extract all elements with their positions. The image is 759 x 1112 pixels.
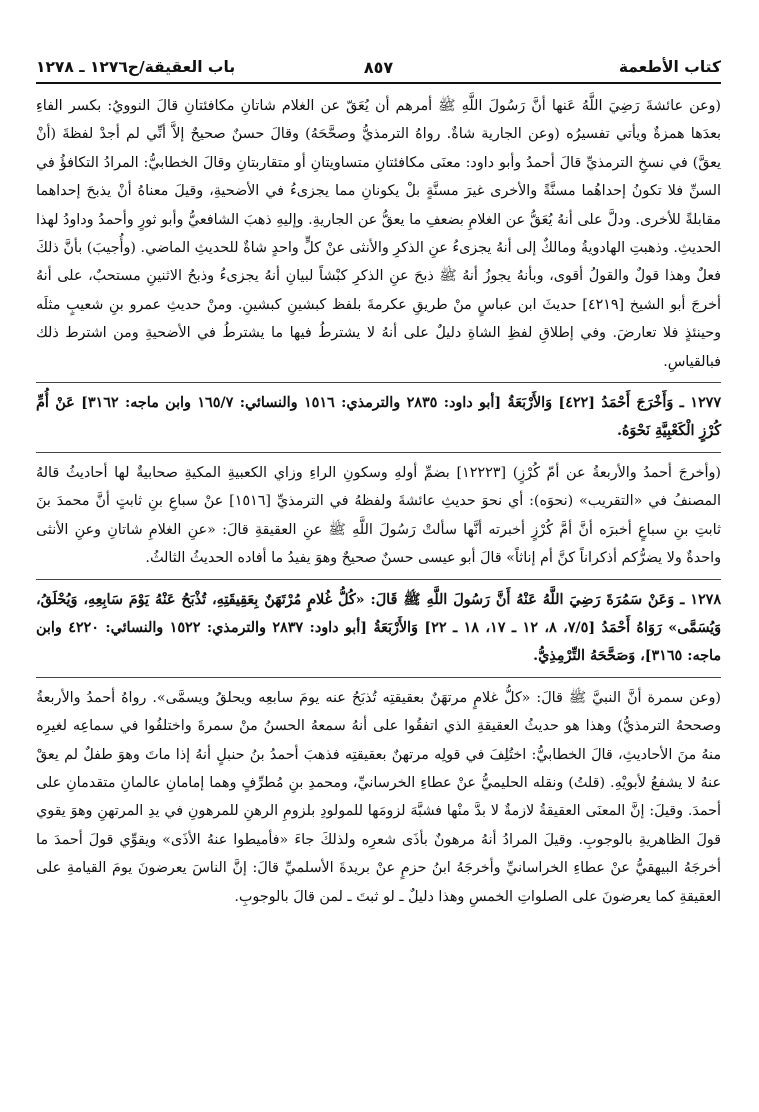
- book-title: كتاب الأطعمة: [618, 58, 721, 76]
- page-body: [36, 92, 721, 911]
- commentary-paragraph: (وأخرجَ أحمدُ والأربعةُ عن أمّ كُرْزٍ) [١٢٢٢٣] بضمِّ أولهِ وسكونِ الراءِ وزاي الكعبيةِ المكيةِ صحابيةٌ لها أحاديثُ قالهُ المصنفُ في «التقريب» (نحوَه): أي نحوَ حديثِ عائشةَ ولفظهُ في الترمذيِّ [١٥١٦] عنْ سباعِ بنِ ثابتٍ أنَّ محمدَ بنَ ثابتِ بنِ سباعٍ أخبرَه أنَّ أمَّ كُرْزٍ أخبرته أنَّها سألتْ رَسُولَ اللَّهِ ﷺ عنِ العقيقةِ قالَ: «عنِ الغلامِ شاتانِ وعنِ الأنثى واحدةٌ ولا يضرُّكم أذكراناً كنَّ أم إناثاً» قالَ أبو عيسى حسنٌ صحيحٌ وهوَ يفيدُ ما أفاده الحديثُ الثالثُ.: [36, 464, 721, 567]
- page-number: ٨٥٧: [363, 58, 394, 77]
- running-header: [36, 56, 721, 84]
- hadith-1278: ١٢٧٨ ـ وَعَنْ سَمُرَةَ رَضِيَ اللَّهُ عَنْهُ أَنَّ رَسُولَ اللَّهِ ﷺ قَالَ: «كُلُّ غُلامٍ مُرْتَهَنٌ بِعَقِيقَتِهِ، تُذْبَحُ عَنْهُ يَوْمَ سَابِعِهِ، وَيُحْلَقُ، وَيُسَمَّى» رَوَاهُ أَحْمَدُ [٧/٥، ٨، ١٢ ـ ١٧، ١٨ ـ ٢٢] وَالأَرْبَعَةُ [أبو داود: ٢٨٣٧ والترمذي: ١٥٢٢ والنسائي: ٤٢٢٠ وابن ماجه: ٣١٦٥]، وَصَحَّحَهُ التِّرْمِذِيُّ.: [36, 591, 722, 665]
- hadith-1277: ١٢٧٧ ـ وَأَخْرَجَ أَحْمَدُ [٤٢٢] وَالأَرْبَعَةُ [أبو داود: ٢٨٣٥ والترمذي: ١٥١٦ والنسائي: ١٦٥/٧ وابن ماجه: ٣١٦٢] عَنْ أُمِّ كُرْزٍ الْكَعْبِيَّةِ نَحْوَهُ.: [36, 395, 721, 440]
- commentary-paragraph: (وعن سمرة أنَّ النبيَّ ﷺ قالَ: «كلُّ غلامٍ مرتهَنٌ بعقيقتِه تُذبَحُ عنه يومَ سابعِه ويحلقُ ويسمَّى». رواهُ أحمدُ والأربعةُ وصححهُ الترمذيُّ) وهذا هو حديثُ العقيقةِ الذي اتفقُوا على أنهُ سمعهُ الحسنُ منْ سمرةَ واختلفُوا في سماعِه لغيرِه منهُ منَ الأحاديثِ، قالَ الخطابيُّ: اختُلِفَ في قولِه مرتهنٌ بعقيقتِه فذهبَ أحمدُ بنُ حنبلٍ أنهُ إذا ماتَ وهوَ طفلٌ لم يعقْ عنهُ لا يشفعُ لأبويْهِ. (قلتُ) ونقله الحليميُّ عنْ عطاءِ الخرسانيِّ، ومحمدِ بنِ مُطرِّفٍ وهما إمامانِ عالمانِ متقدمانِ على أحمدَ. وقيلَ: إنَّ المعنَى العقيقةُ لازمةٌ لا بدَّ منْها فشبَّهَ لزومَها للمولودِ بلزومِ الرهنِ للمرهونِ في يدِ المرتهنِ وهوَ يقوي قولَ الظاهريةِ بالوجوبِ. وقيلَ المرادُ أنهُ مرهونٌ بأذَى شعرِه ولذلكَ جاءَ «فأميطوا عنهُ الأذَى» ويقوِّي قولَ أحمدَ ما أخرجَهُ البيهقيُّ عنْ عطاءِ الخراسانيِّ وأخرجَهُ ابنُ حزمٍ عنْ بريدةَ الأسلميِّ قالَ: إنَّ الناسَ يعرضونَ يومَ القيامةِ على العقيقةِ كما يعرضونَ على الصلواتِ الخمسِ وهذا دليلٌ ـ لو ثبتَ ـ لمن قالَ بالوجوبِ.: [36, 689, 721, 905]
- chapter-reference: باب العقيقة/ح١٢٧٦ ـ ١٢٧٨: [36, 58, 236, 76]
- section-divider: [36, 382, 721, 383]
- commentary-paragraph: (وعن عائشةَ رَضِيَ اللَّهُ عَنها أنَّ رَسُولَ اللَّهِ ﷺ أمرهم أن يُعَقّ عن الغلام شاتانِ مكافئتانِ قالَ النوويُ: بكسر الفاءِ بعدَها همزةٌ ويأتي تفسيرُه (وعن الجارية شاةٌ. رواهُ الترمذيُّ وصحَّحَهُ) وقالَ حسنٌ صحيحٌ إلاَّ أنِّي لم أجدْ لفظةَ (أنْ يعقَّ) في نسخِ الترمذيِّ قالَ أحمدُ وأبو داود: معنَى مكافئتانِ متساويتانِ أو متقاربتانِ وقالَ الخطابيُّ: المرادُ التكافؤُ في السنِّ فلا تكونُ إحداهُما مسنَّةً والأخرى غيرَ مسنَّةٍ بلْ يكونانِ مما يجزىءُ في الأضحيةِ، وقيلَ معناهُ أنْ يذبحَ إحداهما مقابلةً للأخرى. ودلَّ على أنهُ يُعَقُّ عن الغلامِ بضعفِ ما يعقُّ عن الجاريةِ. وإليهِ ذهبَ الشافعيُّ وأبو ثورٍ وأحمدُ وداودُ لهذا الحديثِ. وذهبتِ الهادويةُ ومالكٌ إلى أنهُ يجزىءُ عنِ الذكرِ والأنثى عنْ كلٍّ واحدٍ شاةٌ للحديثِ الماضي. (وأُجيبَ) بأنَّ ذلكَ فعلٌ وهذا قولٌ والقولُ أقوى، وبأنهُ يجوزُ أنهُ ﷺ ذبحَ عنِ الذكرِ كبْشاً لبيانِ أنهُ يجزىءُ وذبحُ الاثنينِ مستحبٌ، على أنهُ أخرجَ أبو الشيخ [٤٢١٩] حديثَ ابن عباسٍ منْ طريقِ عكرمةَ بلفظ كبشينِ كبشينِ. ومنْ حديثِ عمرو بنِ شعيبٍ مثلَه وحينئذٍ فلا تعارضَ. وفي إطلاقِ لفظِ الشاةِ دليلٌ على أنهُ لا يشترطُ فيها ما يشترطُ في الأضحيةِ ومن اشترط ذلك فبالقياسِ.: [36, 98, 721, 370]
- section-divider: [36, 452, 721, 453]
- section-divider: [36, 677, 721, 678]
- section-divider: [36, 579, 721, 580]
